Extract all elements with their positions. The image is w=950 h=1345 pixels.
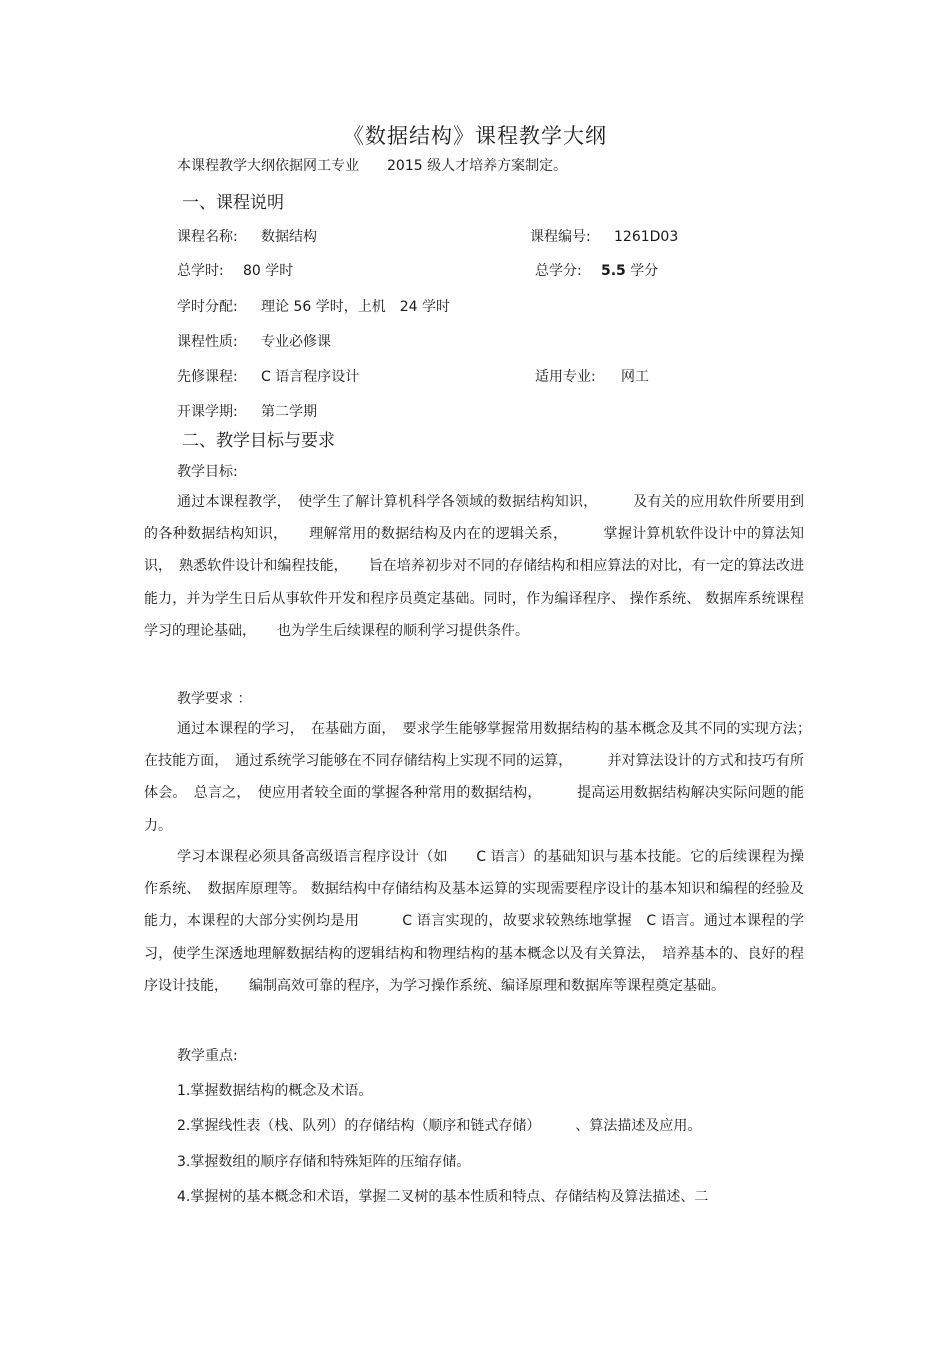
requirement-paragraph-1: 通过本课程的学习， 在基础方面， 要求学生能够掌握常用数据结构的基本概念及其不同的实现方法； 在技能方面， 通过系统学习能够在不同存储结构上实现不同的运算， 并对算法设计的方式和技巧有所体会。 总言之， 使应用者较全面的掌握各种常用的数据结构， 提高运用数据结构解决实际问题的能力。 bbox=[144, 721, 818, 834]
course-code-value: 1261D03 bbox=[614, 229, 679, 245]
requirement-label: 教学要求 ： bbox=[177, 691, 252, 707]
semester-value: 第二学期 bbox=[261, 404, 317, 420]
course-nature-row bbox=[177, 331, 331, 351]
total-credits-unit: 学分 bbox=[625, 263, 659, 279]
prereq-value: C 语言程序设计 bbox=[261, 369, 360, 385]
course-code-label: 课程编号: bbox=[530, 229, 591, 245]
total-credits-value: 5.5 bbox=[601, 263, 626, 279]
requirement-paragraph-2: 学习本课程必须具备高级语言程序设计（如 C 语言）的基础知识与基本技能。它的后续课程为操作系统、 数据库原理等。 数据结构中存储结构及基本运算的实现需要程序设计的基本知识和编程的经验及能力，本课程的大部分实例均是用 C 语言实现的，故要求较熟练地掌握 C 语言。通过本课程的学习，使学生深透地理解数据结构的逻辑结构和物理结构的基本概念以及有关算法， 培养基本的、良好的程序设计技能， 编制高效可靠的程序，为学习操作系统、编译原理和数据库等课程奠定基础。 bbox=[144, 849, 804, 994]
major-label: 适用专业: bbox=[535, 369, 596, 385]
section-heading-course-info: 一、课程说明 bbox=[182, 193, 284, 213]
hours-split-row bbox=[177, 296, 450, 316]
prereq-label: 先修课程: bbox=[177, 369, 238, 385]
key-point-4: 4.掌握树的基本概念和术语，掌握二叉树的基本性质和特点、存储结构及算法描述、二 bbox=[177, 1189, 709, 1205]
goal-paragraph: 通过本课程教学， 使学生了解计算机科学各领域的数据结构知识， 及有关的应用软件所要用到的各种数据结构知识， 理解常用的数据结构及内在的逻辑关系， 掌握计算机软件设计中的算法知识， 熟悉软件设计和编程技能， 旨在培养初步对不同的存储结构和相应算法的对比，有一定的算法改进能力，并为学生日后从事软件开发和程序员奠定基础。同时，作为编译程序、 操作系统、 数据库系统课程学习的理论基础， 也为学生后续课程的顺利学习提供条件。 bbox=[144, 494, 804, 639]
course-code-row bbox=[530, 226, 678, 246]
course-name-value: 数据结构 bbox=[261, 229, 317, 245]
key-points-label: 教学重点: bbox=[177, 1048, 238, 1064]
document-title: 《数据结构》课程教学大纲 bbox=[343, 124, 607, 148]
total-credits-label: 总学分: bbox=[535, 263, 582, 279]
total-hours-value: 80 学时 bbox=[243, 263, 294, 279]
key-point-1: 1.掌握数据结构的概念及术语。 bbox=[177, 1083, 373, 1099]
total-hours-label: 总学时: bbox=[177, 263, 224, 279]
course-nature-label: 课程性质: bbox=[177, 334, 238, 350]
prereq-row bbox=[177, 366, 359, 386]
total-hours-row bbox=[177, 260, 293, 280]
intro-text: 本课程教学大纲依据网工专业 2015 级人才培养方案制定。 bbox=[177, 158, 568, 174]
key-point-3: 3.掌握数组的顺序存储和特殊矩阵的压缩存储。 bbox=[177, 1154, 471, 1170]
hours-split-label: 学时分配: bbox=[177, 299, 238, 315]
section-heading-goals: 二、教学目标与要求 bbox=[182, 431, 335, 451]
total-credits-row bbox=[535, 260, 658, 280]
course-name-row bbox=[177, 226, 317, 246]
goal-label: 教学目标: bbox=[177, 464, 238, 480]
hours-split-value: 理论 56 学时，上机 24 学时 bbox=[261, 299, 450, 315]
course-nature-value: 专业必修课 bbox=[261, 334, 331, 350]
semester-row bbox=[177, 401, 317, 421]
course-name-label: 课程名称: bbox=[177, 229, 238, 245]
semester-label: 开课学期: bbox=[177, 404, 238, 420]
major-row bbox=[535, 366, 649, 386]
key-point-2: 2.掌握线性表（栈、队列）的存储结构（顺序和链式存储） 、算法描述及应用。 bbox=[177, 1118, 702, 1134]
major-value: 网工 bbox=[621, 369, 649, 385]
